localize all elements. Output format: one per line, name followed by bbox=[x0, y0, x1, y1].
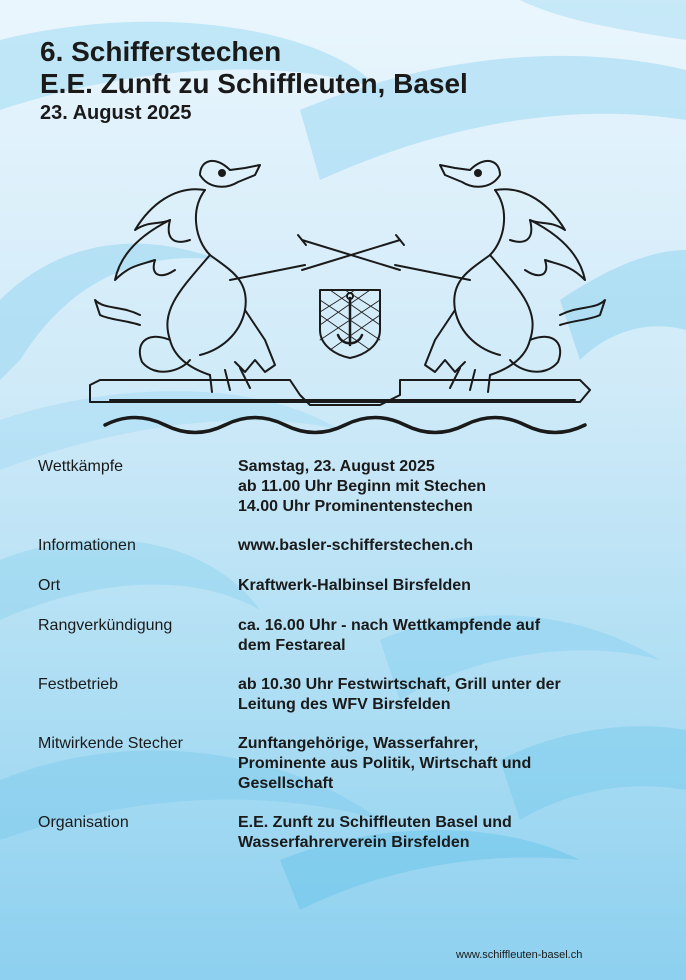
detail-value bbox=[238, 813, 638, 853]
detail-value-line: Samstag, 23. August 2025 bbox=[238, 458, 435, 475]
detail-label: Informationen bbox=[38, 537, 136, 554]
event-date: 23. August 2025 bbox=[40, 102, 192, 124]
detail-value-line: dem Festareal bbox=[238, 637, 346, 654]
detail-row-informationen bbox=[38, 536, 638, 556]
detail-label: Wettkämpfe bbox=[38, 458, 124, 475]
footer-url: www.schiffleuten-basel.ch bbox=[456, 949, 583, 961]
detail-value bbox=[238, 734, 638, 794]
detail-label: Rangverkündigung bbox=[38, 617, 173, 634]
detail-label: Ort bbox=[38, 577, 61, 594]
detail-row-rangverkuendigung bbox=[38, 616, 638, 656]
detail-value-line: Leitung des WFV Birsfelden bbox=[238, 696, 451, 713]
detail-value-line: Gesellschaft bbox=[238, 775, 334, 792]
detail-value bbox=[238, 675, 638, 715]
detail-value-line: www.basler-schifferstechen.ch bbox=[238, 537, 474, 554]
event-details bbox=[38, 457, 638, 853]
detail-value bbox=[238, 536, 638, 556]
detail-row-festbetrieb bbox=[38, 675, 638, 715]
detail-value-line: Prominente aus Politik, Wirtschaft und bbox=[238, 755, 532, 772]
detail-value bbox=[238, 616, 638, 656]
detail-row-mitwirkende bbox=[38, 734, 638, 794]
griffin-emblem bbox=[80, 140, 620, 440]
detail-label: Festbetrieb bbox=[38, 676, 119, 693]
detail-value-line: ca. 16.00 Uhr - nach Wettkampfende auf bbox=[238, 617, 541, 634]
detail-value-line: ab 10.30 Uhr Festwirtschaft, Grill unter der bbox=[238, 676, 561, 693]
title-line-1: 6. Schifferstechen bbox=[40, 36, 282, 67]
detail-value-line: ab 11.00 Uhr Beginn mit Stechen bbox=[238, 478, 487, 495]
detail-value bbox=[238, 576, 638, 596]
detail-label: Organisation bbox=[38, 814, 129, 831]
detail-value-line: Kraftwerk-Halbinsel Birsfelden bbox=[238, 577, 471, 594]
detail-value-line: Wasserfahrerverein Birsfelden bbox=[238, 834, 470, 851]
detail-label: Mitwirkende Stecher bbox=[38, 735, 183, 752]
detail-row-organisation bbox=[38, 813, 638, 853]
detail-value bbox=[238, 457, 638, 517]
header bbox=[40, 36, 468, 126]
detail-value-line: 14.00 Uhr Prominentenstechen bbox=[238, 498, 473, 515]
detail-value-line: Zunftangehörige, Wasserfahrer, bbox=[238, 735, 479, 752]
detail-row-ort bbox=[38, 576, 638, 596]
detail-row-wettkaempfe bbox=[38, 457, 638, 517]
title-line-2: E.E. Zunft zu Schiffleuten, Basel bbox=[40, 68, 468, 99]
detail-value-line: E.E. Zunft zu Schiffleuten Basel und bbox=[238, 814, 512, 831]
